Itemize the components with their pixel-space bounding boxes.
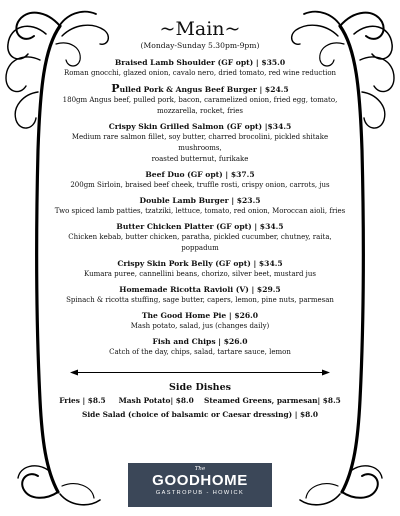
item-name: Homemade Ricotta Ravioli (V) | $29.5: [119, 285, 281, 294]
side-dishes-title: Side Dishes: [169, 382, 231, 393]
menu-title: ~Main~: [159, 18, 241, 40]
item-name: Double Lamb Burger | $23.5: [139, 196, 261, 205]
item-description: mozzarella, rocket, fries: [156, 107, 244, 115]
menu-item: [52, 310, 348, 332]
menu-item: [52, 83, 348, 117]
menu-item: [52, 121, 348, 165]
menu-item: [52, 195, 348, 217]
item-description: Catch of the day, chips, salad, tartare sauce, lemon: [109, 348, 291, 356]
menu-item: [52, 284, 348, 306]
side-dishes-line: Fries | $8.5 Mash Potato| $8.0 Steamed Greens, parmesan| $8.5: [59, 396, 341, 405]
item-description: Two spiced lamb patties, tzatziki, lettuce, tomato, red onion, Moroccan aioli, fries: [54, 207, 346, 215]
item-name: Crispy Skin Pork Belly (GF opt) | $34.5: [117, 259, 283, 268]
logo-subtitle: GASTROPUB - HOWICK: [155, 490, 245, 496]
item-name: Beef Duo (GF opt) | $37.5: [145, 170, 255, 179]
logo-the: The: [194, 466, 206, 472]
menu-content: [52, 18, 348, 422]
menu-hours: (Monday-Sunday 5.30pm-9pm): [140, 41, 260, 50]
item-description: Kumara puree, cannellini beans, chorizo, silver beet, mustard jus: [84, 270, 316, 278]
item-description: Medium rare salmon fillet, soy butter, charred brocolini, pickled shitake mushrooms,: [71, 133, 329, 152]
item-description: 200gm Sirloin, braised beef cheek, truffle rosti, crispy onion, carrots, jus: [70, 181, 330, 189]
item-description: Roman gnocchi, glazed onion, cavalo nero, dried tomato, red wine reduction: [63, 69, 337, 77]
item-name: The Good Home Pie | $26.0: [141, 311, 259, 320]
item-description: Mash potato, salad, jus (changes daily): [130, 322, 270, 330]
item-description: Spinach & ricotta stuffing, sage butter, capers, lemon, pine nuts, parmesan: [66, 296, 334, 304]
item-name: Braised Lamb Shoulder (GF opt) | $35.0: [114, 58, 286, 67]
item-name: Fish and Chips | $26.0: [152, 337, 248, 346]
item-description: roasted butternut, furikake: [151, 155, 249, 163]
item-description: 180gm Angus beef, pulled pork, bacon, caramelized onion, fried egg, tomato,: [62, 96, 338, 104]
item-name: [52, 83, 348, 95]
item-name: Butter Chicken Platter (GF opt) | $34.5: [116, 222, 284, 231]
item-name: Crispy Skin Grilled Salmon (GF opt) |$34.5: [108, 122, 292, 131]
section-divider: [70, 368, 330, 377]
menu-item: [52, 57, 348, 79]
goodhome-logo: [128, 463, 272, 507]
item-description: Chicken kebab, butter chicken, paratha, pickled cucumber, chutney, raita, poppadum: [68, 233, 332, 252]
menu-item: [52, 258, 348, 280]
side-dishes-line: Side Salad (choice of balsamic or Caesar dressing) | $8.0: [82, 410, 318, 419]
logo-name: GOODHOME: [152, 472, 248, 489]
item-name-rest: ulled Pork & Angus Beef Burger | $24.5: [119, 85, 289, 94]
menu-item: [52, 169, 348, 191]
item-name-initial: P: [111, 82, 120, 95]
menu-item: [52, 336, 348, 358]
menu-item: [52, 221, 348, 254]
arrow-divider-icon: [70, 368, 330, 377]
